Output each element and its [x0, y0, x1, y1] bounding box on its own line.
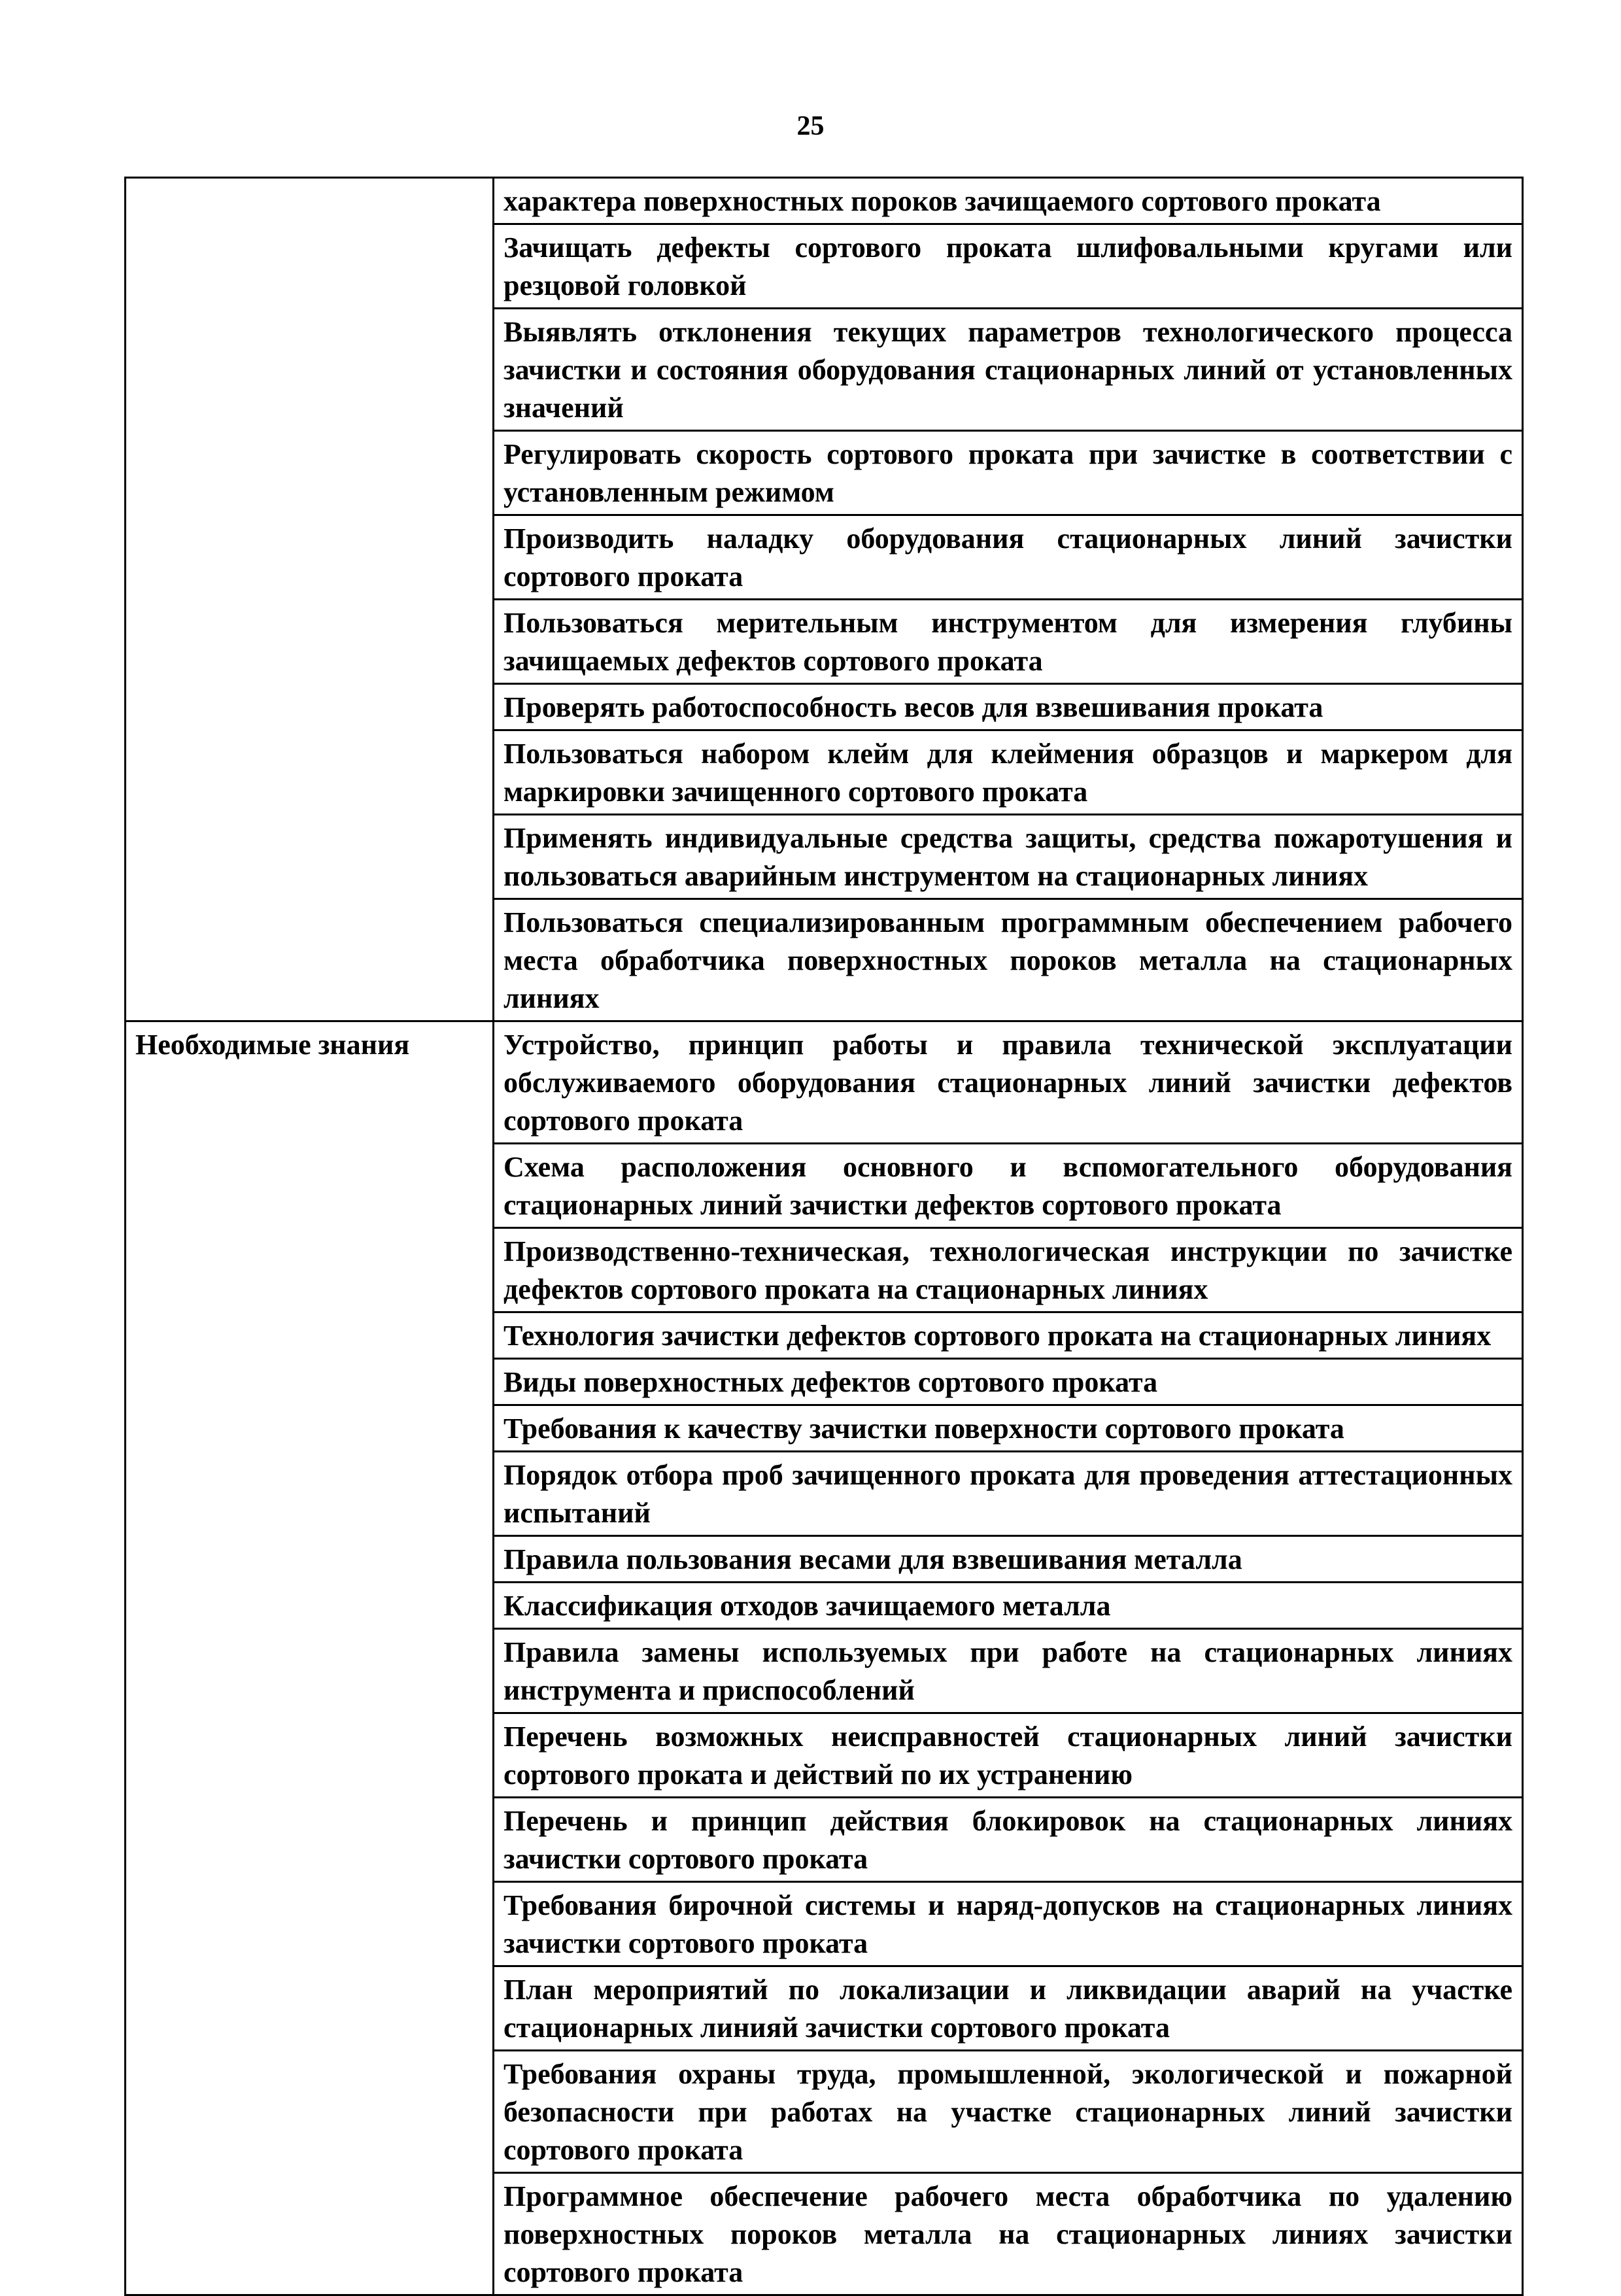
table-cell: Пользоваться специализированным программным обеспечением рабочего места обработчика поверхностных пороков металла на стационарных линиях	[494, 899, 1523, 1021]
table-cell: Проверять работоспособность весов для взвешивания проката	[494, 684, 1523, 730]
table-cell: Требования бирочной системы и наряд-допусков на стационарных линиях зачистки сортового проката	[494, 1882, 1523, 1966]
table-cell: характера поверхностных пороков зачищаемого сортового проката	[494, 178, 1523, 224]
table-cell: План мероприятий по локализации и ликвидации аварий на участке стационарных линияй зачистки сортового проката	[494, 1966, 1523, 2051]
table-cell: Пользоваться мерительным инструментом для измерения глубины зачищаемых дефектов сортового проката	[494, 600, 1523, 684]
table-cell: Технология зачистки дефектов сортового проката на стационарных линиях	[494, 1312, 1523, 1359]
table-cell: Перечень и принцип действия блокировок на стационарных линиях зачистки сортового проката	[494, 1798, 1523, 1882]
table-cell: Перечень возможных неисправностей стационарных линий зачистки сортового проката и действий по их устранению	[494, 1713, 1523, 1798]
table-cell: Зачищать дефекты сортового проката шлифовальными кругами или резцовой головкой	[494, 224, 1523, 309]
table-cell: Применять индивидуальные средства защиты, средства пожаротушения и пользоваться аварийным инструментом на стационарных линиях	[494, 815, 1523, 899]
table-cell: Виды поверхностных дефектов сортового проката	[494, 1359, 1523, 1405]
skills-label-cell-continued	[126, 178, 494, 1021]
knowledge-label-cell: Необходимые знания	[126, 1021, 494, 2295]
table-cell: Устройство, принцип работы и правила технической эксплуатации обслуживаемого оборудования стационарных линий зачистки дефектов сортового проката	[494, 1021, 1523, 1144]
requirements-table	[124, 177, 1524, 2296]
table-cell: Порядок отбора проб зачищенного проката для проведения аттестационных испытаний	[494, 1452, 1523, 1536]
page-number: 25	[796, 111, 825, 141]
table-cell: Требования охраны труда, промышленной, экологической и пожарной безопасности при работах на участке стационарных линий зачистки сортового проката	[494, 2051, 1523, 2173]
table-cell: Правила пользования весами для взвешивания металла	[494, 1536, 1523, 1583]
table-cell: Требования к качеству зачистки поверхности сортового проката	[494, 1405, 1523, 1452]
table-row	[126, 1021, 1523, 1144]
table-cell: Производственно-техническая, технологическая инструкции по зачистке дефектов сортового проката на стационарных линиях	[494, 1228, 1523, 1312]
table-cell: Программное обеспечение рабочего места обработчика по удалению поверхностных пороков металла на стационарных линиях зачистки сортового проката	[494, 2173, 1523, 2295]
table-cell: Правила замены используемых при работе на стационарных линиях инструмента и приспособлений	[494, 1629, 1523, 1713]
table-cell: Схема расположения основного и вспомогательного оборудования стационарных линий зачистки дефектов сортового проката	[494, 1144, 1523, 1228]
table-cell: Выявлять отклонения текущих параметров технологического процесса зачистки и состояния оборудования стационарных линий от установленных значений	[494, 309, 1523, 431]
table-cell: Производить наладку оборудования стационарных линий зачистки сортового проката	[494, 515, 1523, 600]
table-cell: Пользоваться набором клейм для клеймения образцов и маркером для маркировки зачищенного сортового проката	[494, 730, 1523, 815]
table-cell: Классификация отходов зачищаемого металла	[494, 1583, 1523, 1629]
table-cell: Регулировать скорость сортового проката при зачистке в соответствии с установленным режимом	[494, 431, 1523, 515]
table-row	[126, 178, 1523, 224]
